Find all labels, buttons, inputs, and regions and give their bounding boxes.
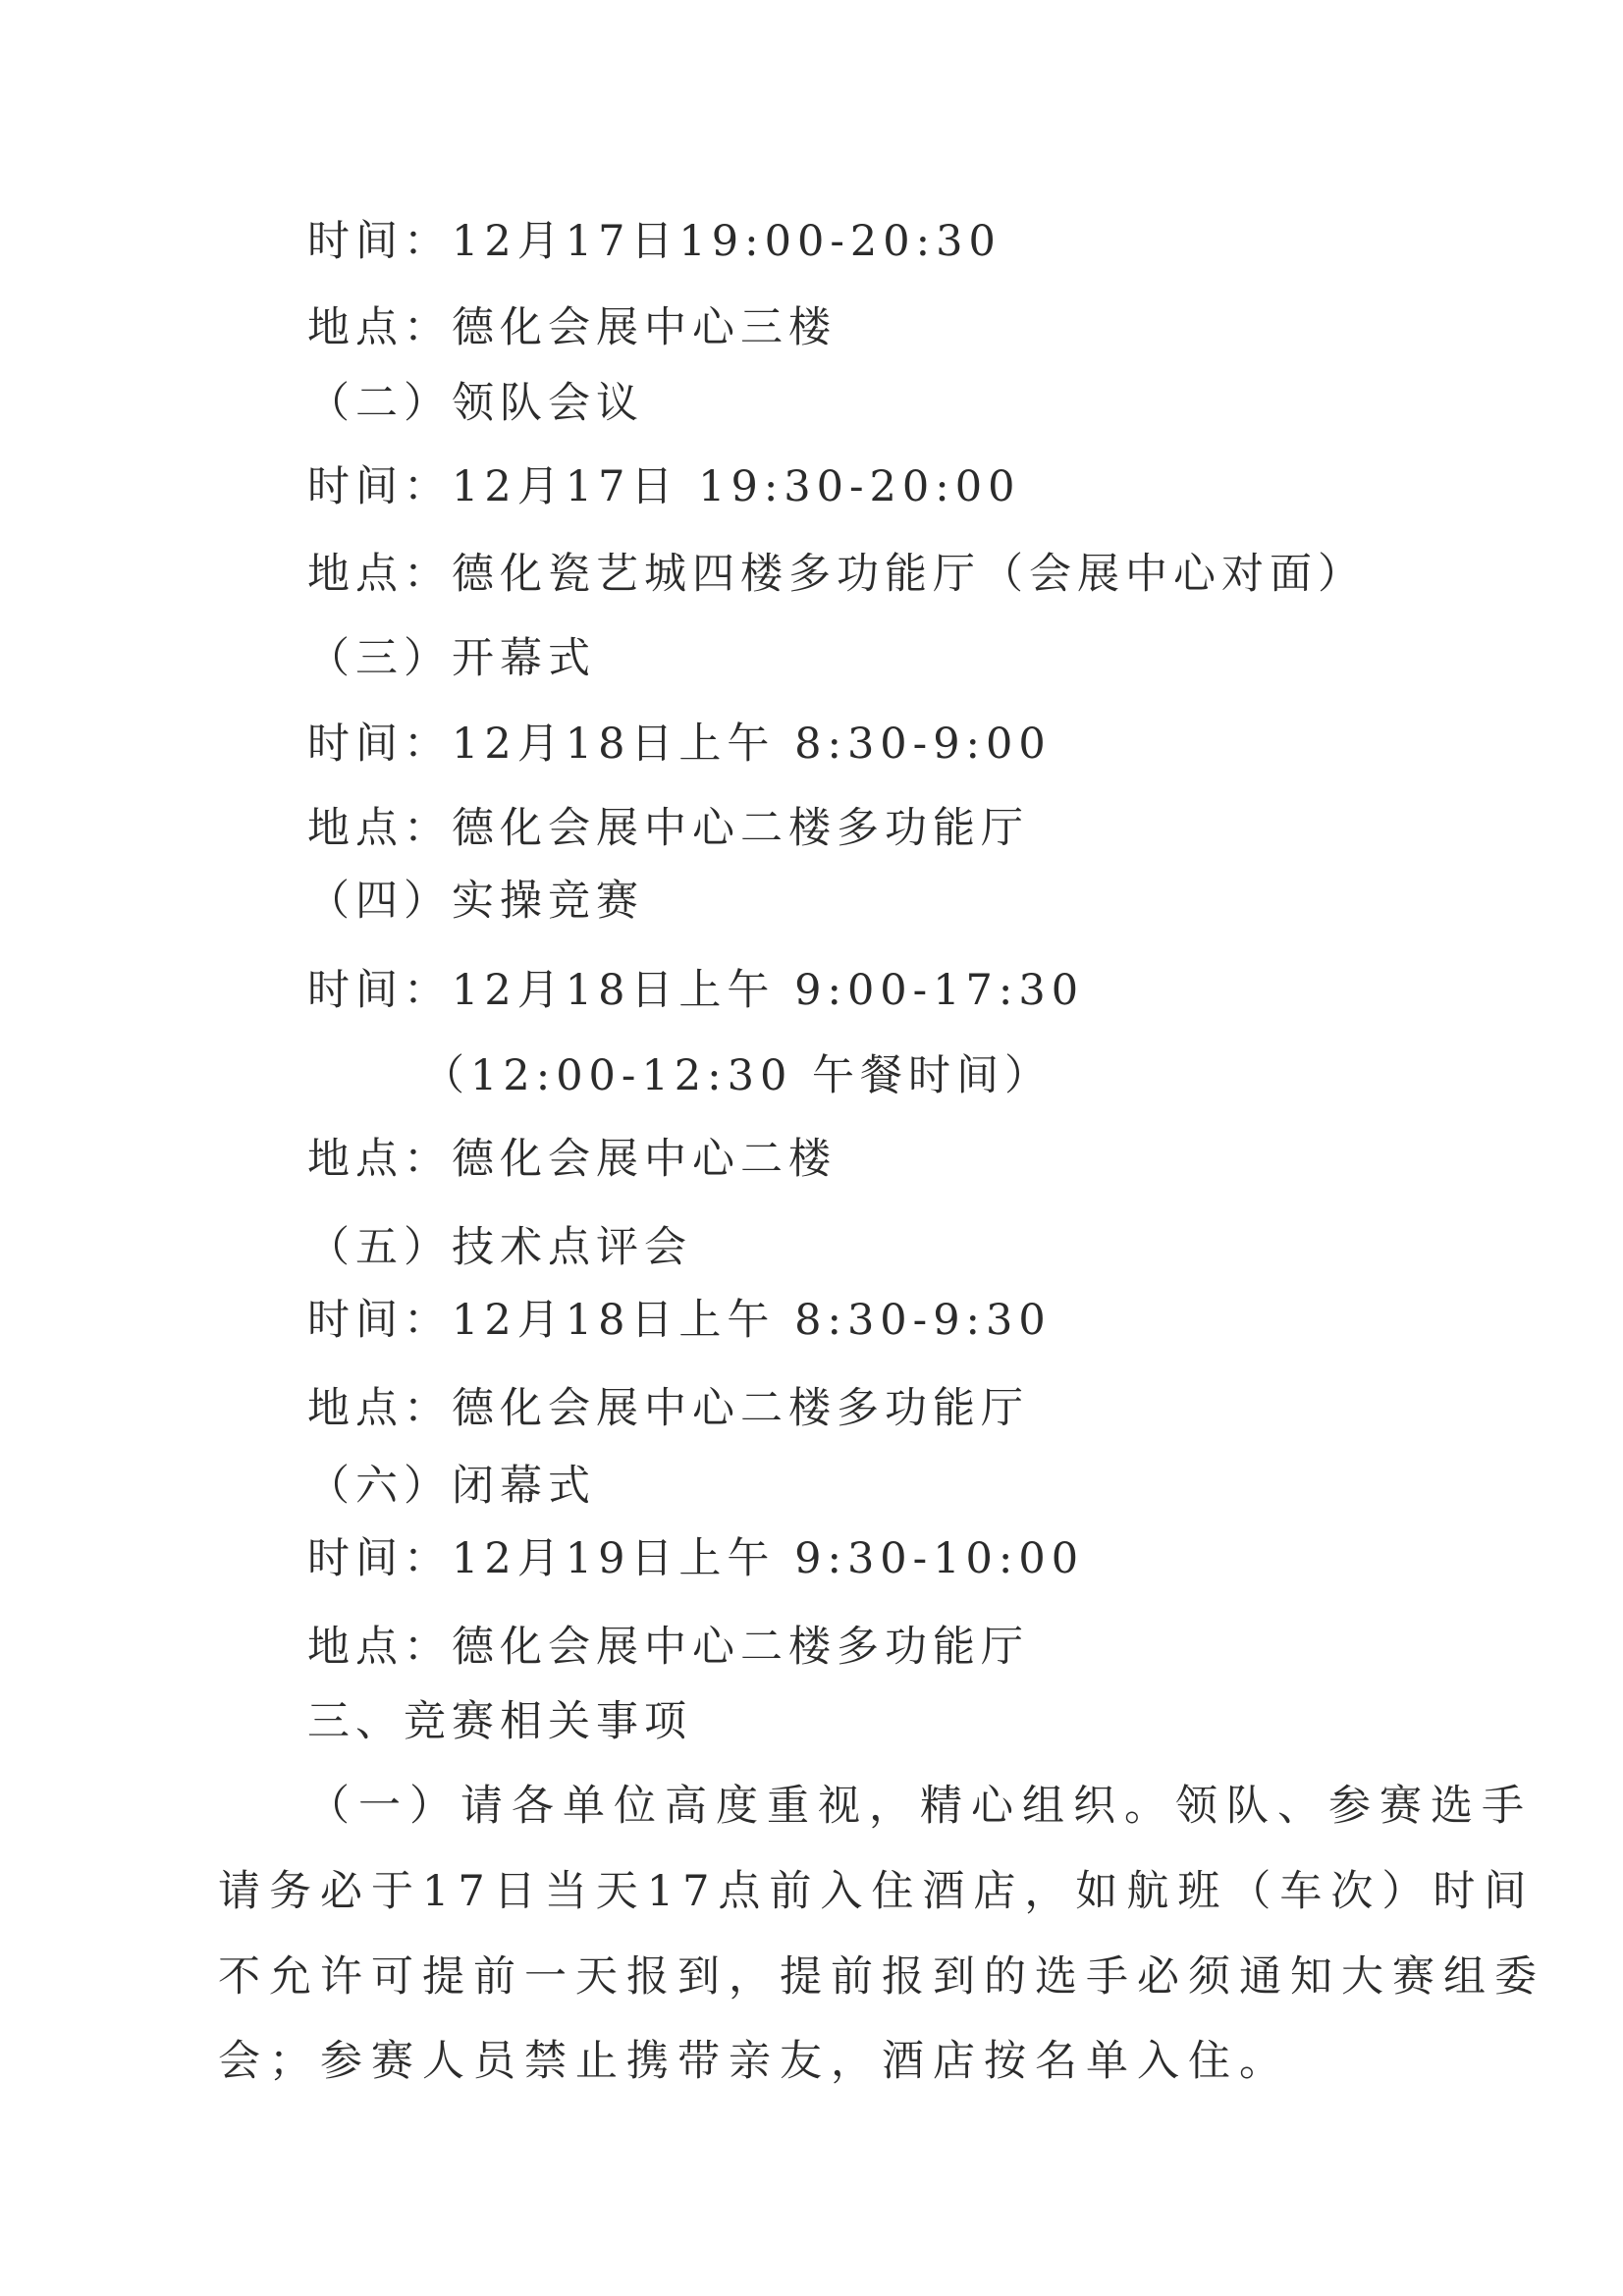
schedule-line-time-5: 时间：12月18日上午 8:30-9:30: [307, 1296, 1052, 1345]
schedule-line-location-2: 地点：德化瓷艺城四楼多功能厅（会展中心对面）: [307, 550, 1366, 599]
schedule-line-location-3: 地点：德化会展中心二楼多功能厅: [307, 804, 1029, 853]
schedule-line-time-6: 时间：12月19日上午 9:30-10:00: [307, 1534, 1085, 1583]
schedule-line-time-4: 时间：12月18日上午 9:00-17:30: [307, 966, 1085, 1015]
section-heading-4: （四）实操竞赛: [307, 877, 644, 926]
section-heading-3: （三）开幕式: [307, 634, 596, 683]
section-heading-competition-matters: 三、竞赛相关事项: [307, 1697, 692, 1746]
paragraph-line-3: 不允许可提前一天报到，提前报到的选手必须通知大赛组委: [218, 1952, 1545, 2002]
paragraph-line-1: （一）请各单位高度重视，精心组织。领队、参赛选手: [307, 1782, 1533, 1831]
paragraph-line-4: 会；参赛人员禁止携带亲友，酒店按名单入住。: [218, 2037, 1290, 2086]
schedule-line-note-4: （12:00-12:30 午餐时间）: [422, 1051, 1054, 1100]
schedule-line-location-5: 地点：德化会展中心二楼多功能厅: [307, 1384, 1029, 1433]
paragraph-line-2: 请务必于17日当天17点前入住酒店，如航班（车次）时间: [218, 1867, 1536, 1916]
schedule-line-time-2: 时间：12月17日 19:30-20:00: [307, 462, 1021, 511]
schedule-line-time-1: 时间：12月17日19:00-20:30: [307, 217, 1001, 266]
schedule-line-location-4: 地点：德化会展中心二楼: [307, 1135, 837, 1184]
section-heading-5: （五）技术点评会: [307, 1223, 692, 1272]
schedule-line-time-3: 时间：12月18日上午 8:30-9:00: [307, 720, 1052, 769]
section-heading-2: （二）领队会议: [307, 379, 644, 428]
section-heading-6: （六）闭幕式: [307, 1462, 596, 1511]
schedule-line-location-6: 地点：德化会展中心二楼多功能厅: [307, 1623, 1029, 1672]
schedule-line-location-1: 地点：德化会展中心三楼: [307, 303, 837, 352]
